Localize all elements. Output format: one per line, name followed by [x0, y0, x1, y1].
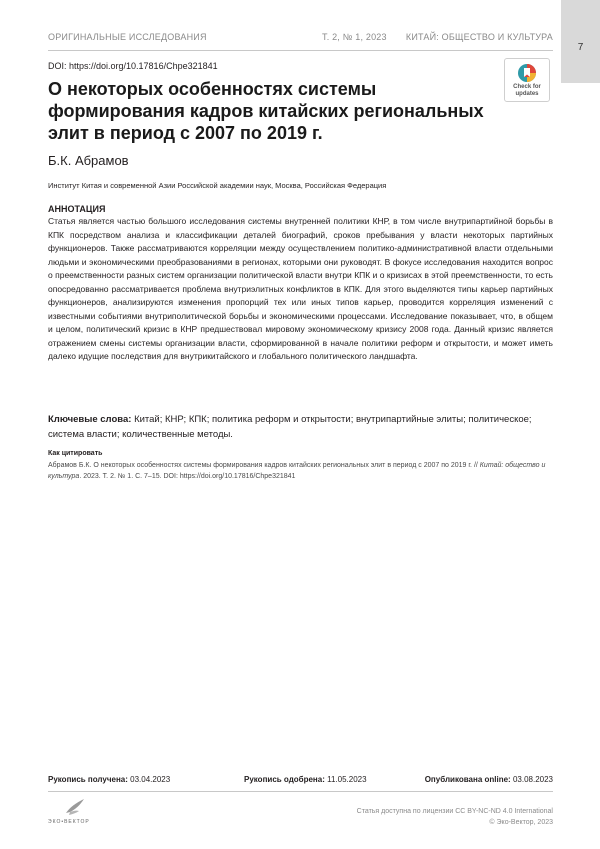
copyright-line: © Эко-Вектор, 2023 — [489, 818, 553, 826]
publisher-logo — [48, 797, 108, 829]
keywords-text: Китай; КНР; КПК; политика реформ и открытости; внутрипартийные элиты; политическое; система власти; количественные методы. — [48, 414, 532, 440]
author-name: Б.К. Абрамов — [48, 153, 129, 168]
article-title: О некоторых особенностях системы формирования кадров китайских региональных элит в период с 2007 по 2019 г. — [48, 79, 484, 143]
header-divider — [48, 50, 553, 51]
abstract-text: Статья является частью большого исследования системы внутренней политики КНР, в том числе внутрипартийной борьбы в КПК посредством анализа и классификации деталей биографий, сроков пребывания у власти некоторых партийных функционеров. Также рассматриваются корреляции между осуществлением политико-административной власти отдельными людьми и экономическими преобразованиями в регионах, которыми они руководят. В фокусе исследования находится вопрос о преемственности разных систем организации политической власти внутри КПК и о кризисах в этой преемственности, то есть опосредованно рассматривается проблема внутриэлитных конфликтов в КПК. Для этого выделяются типы карьер партийных функционеров, анализируются изменения пропорций тех или иных типов карьер, проводится корреляция изменений с известными событиями внутриполитической борьбы и экономическими процессами. Исследование показывает, что, в общем и целом, политический кризис в КНР предшествовал мировому экономическому кризису 2008 года. Данный кризис является отражением смены системы организации власти, сформированной в начале политики реформ и открытости, и может иметь далеко идущие последствия для внутрикитайского и глобального политического ландшафта. — [48, 216, 553, 362]
license-line[interactable]: Статья доступна по лицензии CC BY-NC-ND 4.0 International — [356, 808, 553, 815]
running-header — [48, 32, 553, 46]
manuscript-dates — [48, 775, 553, 787]
page-number: 7 — [577, 42, 584, 53]
keywords — [48, 412, 553, 442]
keywords-label: Ключевые слова: — [48, 414, 132, 425]
header-journal: КИТАЙ: ОБЩЕСТВО И КУЛЬТУРА — [405, 32, 553, 42]
citation-heading: Как цитировать — [48, 450, 103, 457]
doi-line[interactable]: DOI: https://doi.org/10.17816/Chpe321841 — [48, 61, 218, 71]
crossmark-icon — [517, 63, 537, 83]
footer-divider — [48, 791, 553, 792]
crossmark-label: Check for updates — [513, 84, 541, 97]
approved-date: Рукопись одобрена: 11.05.2023 — [244, 775, 367, 784]
header-issue: Т. 2, № 1, 2023 — [322, 32, 387, 42]
header-section: ОРИГИНАЛЬНЫЕ ИССЛЕДОВАНИЯ — [48, 32, 207, 42]
received-date: Рукопись получена: 03.04.2023 — [48, 775, 171, 784]
page-number-tab — [561, 0, 600, 83]
author-affiliation: Институт Китая и современной Азии Российской академии наук, Москва, Российская Федерация — [48, 181, 387, 190]
eco-vector-bird-icon — [64, 797, 86, 817]
crossmark-badge[interactable] — [504, 58, 550, 102]
citation-text: Абрамов Б.К. О некоторых особенностях системы формирования кадров китайских региональных элит в период с 2007 по 2019 г. // Китай: общество и культура. 2023. Т. 2. № 1. С. 7–15. DOI: https://doi.org/10.17816/Chpe321841 — [48, 462, 546, 480]
abstract-heading: АННОТАЦИЯ — [48, 204, 106, 214]
citation-journal: Китай: общество и культура — [48, 462, 546, 480]
publisher-name: ЭКО•ВЕКТОР — [48, 819, 90, 825]
published-date: Опубликована online: 03.08.2023 — [424, 775, 553, 784]
license-info — [357, 807, 553, 828]
